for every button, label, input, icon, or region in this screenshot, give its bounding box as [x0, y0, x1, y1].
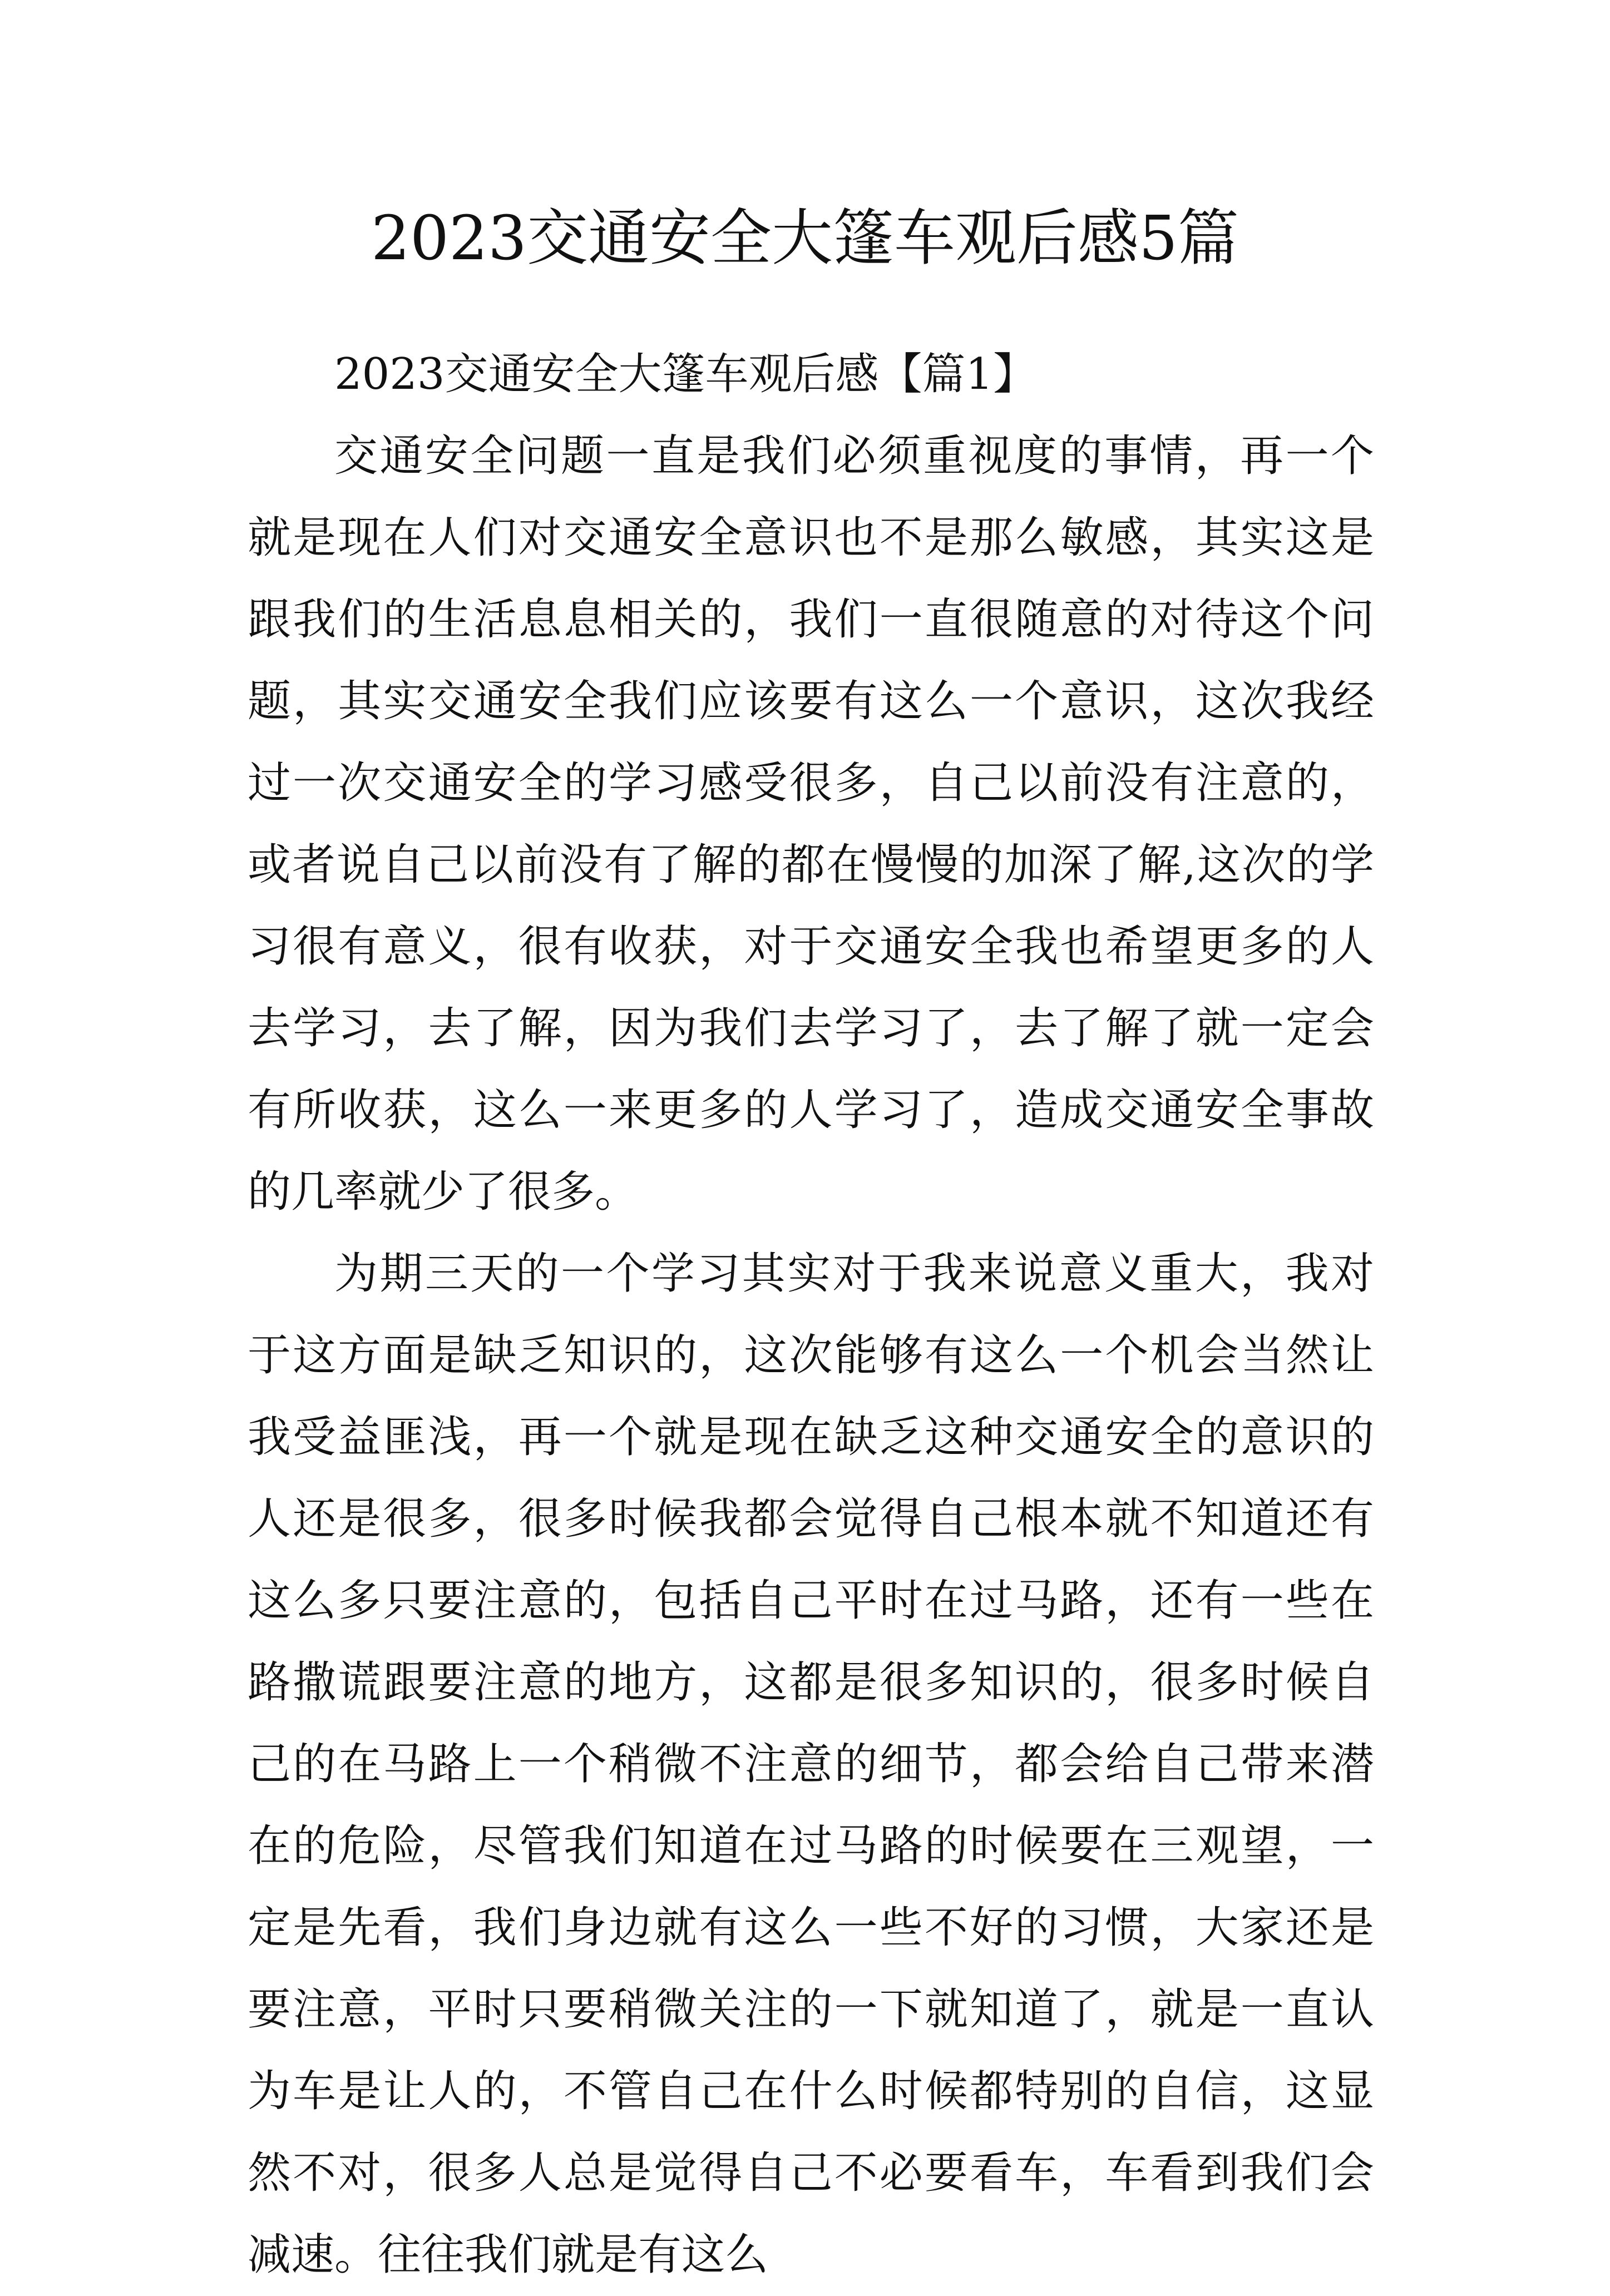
paragraph-2: 为期三天的一个学习其实对于我来说意义重大，我对于这方面是缺乏知识的，这次能够有这么一个机会当然让我受益匪浅，再一个就是现在缺乏这种交通安全的意识的人还是很多，很多时候我都会觉得自己根本就不知道还有这么多只要注意的，包括自己平时在过马路，还有一些在路撒谎跟要注意的地方，这都是很多知识的，很多时候自己的在马路上一个稍微不注意的细节，都会给自己带来潜在的危险，尽管我们知道在过马路的时候要在三观望，一定是先看，我们身边就有这么一些不好的习惯，大家还是要注意，平时只要稍微关注的一下就知道了，就是一直认为车是让人的，不管自己在什么时候都特别的自信，这显然不对，很多人总是觉得自己不必要看车，车看到我们会减速。往往我们就是有这么 [248, 1249, 1374, 2280]
document-body [248, 334, 1374, 2296]
document-title: 2023交通安全大篷车观后感5篇 [371, 202, 1239, 274]
section-heading: 2023交通安全大篷车观后感【篇1】 [334, 349, 1037, 399]
paragraph-1: 交通安全问题一直是我们必须重视度的事情，再一个就是现在人们对交通安全意识也不是那么敏感，其实这是跟我们的生活息息相关的，我们一直很随意的对待这个问题，其实交通安全我们应该要有这么一个意识，这次我经过一次交通安全的学习感受很多，自己以前没有注意的，或者说自己以前没有了解的都在慢慢的加深了解,这次的学习很有意义，很有收获，对于交通安全我也希望更多的人去学习，去了解，因为我们去学习了，去了解了就一定会有所收获，这么一来更多的人学习了，造成交通安全事故的几率就少了很多。 [248, 431, 1374, 1217]
